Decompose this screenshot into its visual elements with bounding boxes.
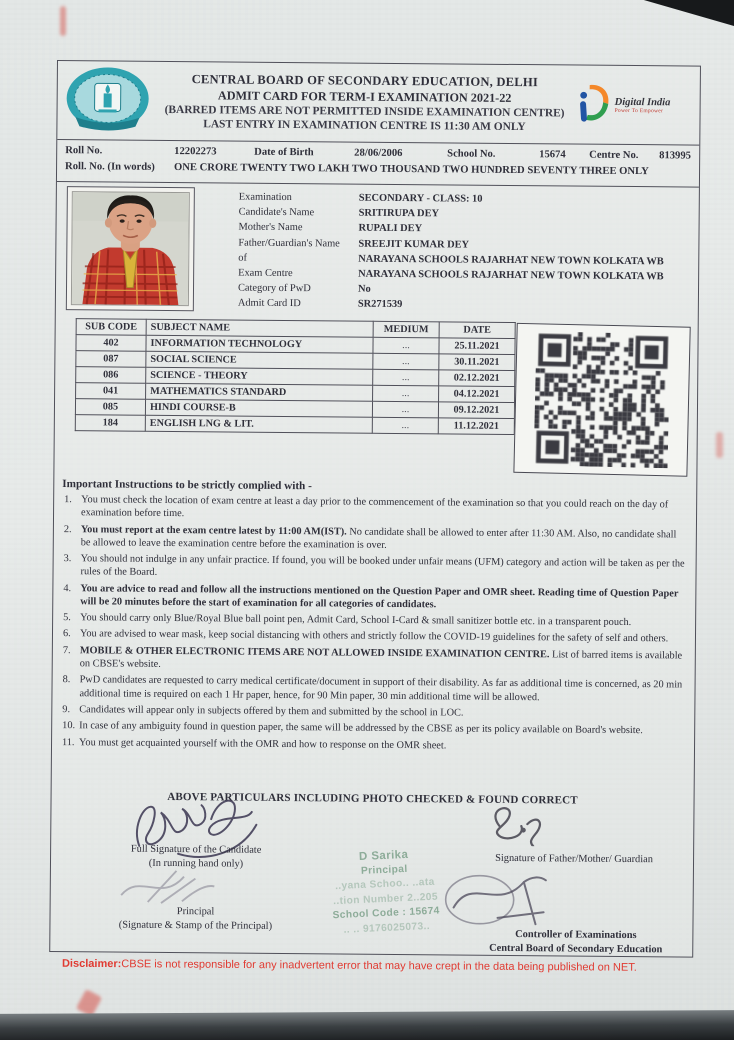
guardian-signature — [471, 800, 561, 847]
barred-items-line: (BARRED ITEMS ARE NOT PERMITTED INSIDE EXAMINATION CENTRE) — [164, 104, 565, 120]
subject-cell: SOCIAL SCIENCE — [146, 351, 373, 369]
stamp-line: School Code : 15674 — [332, 905, 440, 922]
instructions-section — [52, 474, 697, 796]
subjects-table — [75, 318, 516, 435]
instruction-item — [62, 523, 688, 555]
red-ink-smudge — [716, 432, 723, 458]
subject-cell: 02.12.2021 — [439, 370, 515, 387]
instructions-list — [60, 493, 688, 754]
red-ink-smudge — [60, 6, 66, 36]
subject-row — [75, 415, 514, 435]
qr-code-box — [513, 323, 690, 477]
subject-cell: ENGLISH LNG & LIT. — [145, 415, 372, 433]
instruction-item — [60, 703, 686, 722]
candidate-details — [238, 190, 693, 316]
field-label: of — [238, 252, 247, 264]
stamp-line: D Sarika — [358, 848, 409, 863]
instruction-item — [62, 493, 688, 525]
qr-code — [534, 331, 671, 468]
school-no-value: 15674 — [539, 149, 566, 161]
subject-cell: 041 — [76, 383, 146, 400]
instruction-text: PwD candidates are requested to carry medical certificate/document in support of their disability. As far as additional time is concerned, as 20 min additional time is required on each 1 Hr paper, hence, for 90 Min paper, 30 min additional time will be allowed. — [79, 674, 683, 703]
instruction-text: You must check the location of exam centre at least a day prior to the commencement of the examination so that you could reach on the day of examination before time. — [81, 494, 669, 520]
admit-card — [49, 60, 701, 958]
instruction-item — [61, 628, 687, 647]
subject-cell: ... — [373, 353, 439, 370]
instruction-number: 7. — [62, 644, 71, 656]
instruction-text: You are advised to wear mask, keep social distancing with others and strictly follow the COVID-19 guidelines for the safety of self and others. — [79, 628, 669, 645]
field-value: SECONDARY - CLASS: 10 — [358, 192, 483, 205]
instruction-text: You must report at the exam centre latest by 11:00 AM(IST). No candidate shall be allowed to enter after 11:30 AM. Also, no candidate shall be allowed to leave the examination centre before the examination is over. — [80, 523, 677, 551]
instruction-number: 1. — [64, 494, 72, 506]
roll-no-label: Roll No. — [65, 145, 103, 157]
field-value: SR271539 — [357, 299, 403, 311]
digital-india-mark-icon — [577, 80, 611, 130]
candidate-photo — [66, 186, 195, 311]
centre-no-label: Centre No. — [589, 149, 639, 162]
instruction-text: You should carry only Blue/Royal Blue ball point pen, Admit Card, School I-Card & small sanitizer bottle etc. in a transparent pouch. — [80, 612, 632, 629]
stamp-line: ..tion Number 2..205 — [332, 891, 439, 907]
board-name: CENTRAL BOARD OF SECONDARY EDUCATION, DELHI — [191, 72, 539, 90]
instruction-item — [60, 673, 686, 705]
column-header: MEDIUM — [373, 321, 439, 338]
subjects-section — [54, 316, 697, 480]
subject-cell: 184 — [75, 415, 145, 432]
subject-cell: 402 — [76, 335, 146, 352]
instructions-heading: Important Instructions to be strictly complied with - — [62, 478, 312, 493]
instruction-item — [60, 736, 686, 755]
dob-value: 28/06/2006 — [354, 147, 403, 160]
instruction-text: You should not indulge in any unfair practice. If found, you will be booked under unfair means (UFM) category and action will be taken as per the rules of the Board. — [80, 553, 685, 579]
instruction-item — [61, 582, 687, 614]
particulars-confirmation-line: ABOVE PARTICULARS INCLUDING PHOTO CHECKED & FOUND CORRECT — [167, 790, 578, 807]
instruction-number: 5. — [63, 612, 71, 624]
instruction-text: You must get acquainted yourself with the OMR and how to response on the OMR sheet. — [78, 736, 447, 752]
candidate-signature-caption: Full Signature of the Candidate — [130, 843, 262, 856]
instruction-number: 10. — [62, 720, 76, 732]
subject-cell: ... — [373, 369, 439, 386]
principal-signature — [113, 867, 223, 906]
subject-cell: ... — [373, 385, 439, 402]
candidate-signature-subcaption: (In running hand only) — [148, 857, 244, 870]
controller-stamp-signature — [427, 867, 558, 932]
guardian-signature-label: Signature of Father/Mother/ Guardian — [495, 852, 654, 866]
candidate-photo-image — [71, 191, 190, 306]
stamp-line: Principal — [360, 863, 408, 877]
instruction-text: In case of any ambiguity found in question paper, the same will be addressed by the CBSE as per its policy available on Board's website. — [79, 720, 643, 737]
column-header: SUBJECT NAME — [146, 319, 373, 337]
instruction-text: You are advice to read and follow all the instructions mentioned on the Question Paper and OMR sheet. Reading time of Question Paper will be 20 minutes before the start of examination for all categories of candidates. — [80, 582, 679, 611]
field-label: Examination — [238, 191, 292, 204]
disclaimer-label: Disclaimer: — [61, 957, 122, 971]
instruction-number: 9. — [62, 703, 71, 716]
instruction-text: MOBILE & OTHER ELECTRONIC ITEMS ARE NOT ALLOWED INSIDE EXAMINATION CENTRE. List of barred items is available on CBSE's website. — [79, 645, 683, 670]
digital-india-tagline: Power To Empower — [614, 107, 664, 114]
school-no-label: School No. — [447, 148, 496, 160]
field-label: Father/Guardian's Name — [238, 237, 340, 250]
column-header: SUB CODE — [76, 319, 146, 336]
field-label: Category of PwD — [237, 282, 311, 295]
instruction-item — [61, 644, 687, 676]
subject-cell: 085 — [75, 399, 145, 416]
dob-label: Date of Birth — [254, 146, 314, 159]
disclaimer-text: CBSE is not responsible for any inadvertent error that may have crept in the data being published on NET. — [121, 958, 637, 974]
subject-cell: 30.11.2021 — [439, 354, 515, 371]
roll-no-value: 12202273 — [174, 146, 217, 158]
candidate-section — [56, 182, 699, 322]
subject-cell: 09.12.2021 — [438, 402, 514, 419]
instruction-item — [61, 552, 687, 584]
subject-cell: 086 — [76, 367, 146, 384]
principal-signature-label — [80, 904, 310, 934]
last-entry-line: LAST ENTRY IN EXAMINATION CENTRE IS 11:30 AM ONLY — [203, 118, 526, 134]
controller-subcaption: Central Board of Secondary Education — [489, 942, 663, 956]
column-header: DATE — [439, 322, 515, 339]
disclaimer — [62, 958, 712, 975]
controller-caption: Controller of Examinations — [515, 929, 637, 942]
instruction-number: 11. — [61, 736, 75, 748]
subject-cell: 087 — [76, 351, 146, 368]
instruction-text: Candidates will appear only in subjects offered by them and submitted by the school in LOC. — [79, 704, 464, 719]
field-value: NARAYANA SCHOOLS RAJARHAT NEW TOWN KOLKATA WB — [358, 268, 664, 283]
stamp-line: ..yana Schoo.. ..ata — [334, 876, 435, 893]
field-label: Exam Centre — [238, 267, 293, 280]
principal-caption: Principal — [176, 906, 215, 918]
subject-cell: ... — [372, 401, 438, 418]
instruction-number: 4. — [63, 582, 72, 594]
subject-cell: SCIENCE - THEORY — [146, 367, 373, 385]
instruction-number: 2. — [63, 523, 72, 535]
subject-cell: INFORMATION TECHNOLOGY — [146, 335, 373, 353]
instruction-item — [61, 611, 687, 630]
field-value: SRITIRUPA DEY — [358, 207, 440, 220]
roll-words-value: ONE CRORE TWENTY TWO LAKH TWO THOUSAND TWO HUNDRED SEVENTY THREE ONLY — [174, 162, 649, 178]
field-label: Admit Card ID — [237, 298, 301, 310]
card-header — [57, 61, 700, 146]
digital-india-name: Digital India — [614, 96, 671, 108]
cbse-logo — [63, 65, 152, 136]
subject-cell: 25.11.2021 — [439, 338, 515, 355]
subject-cell: HINDI COURSE-B — [145, 399, 372, 417]
scan-corner-artifact — [624, 0, 734, 26]
digital-india-logo — [577, 80, 699, 131]
field-value: SREEJIT KUMAR DEY — [358, 238, 470, 251]
scan-bottom-edge — [0, 1010, 734, 1040]
card-title: ADMIT CARD FOR TERM-I EXAMINATION 2021-22 — [217, 88, 512, 105]
instruction-number: 3. — [63, 553, 72, 565]
stamp-line: .. .. 9176025073.. — [343, 920, 431, 936]
roll-words-label: Roll. No. (In words) — [65, 161, 155, 173]
instruction-number: 8. — [62, 674, 71, 686]
controller-label — [438, 927, 713, 957]
field-value: NARAYANA SCHOOLS RAJARHAT NEW TOWN KOLKATA WB — [358, 253, 664, 268]
header-title-block — [151, 70, 578, 135]
subject-cell: ... — [373, 337, 439, 354]
signatures-section — [50, 804, 693, 960]
field-value: RUPALI DEY — [358, 223, 423, 235]
principal-subcaption: (Signature & Stamp of the Principal) — [118, 919, 273, 932]
field-label: Candidate's Name — [238, 206, 315, 219]
roll-number-band — [57, 140, 699, 188]
centre-no-value: 813995 — [659, 150, 692, 162]
subject-cell: ... — [372, 417, 438, 434]
subject-cell: 11.12.2021 — [438, 418, 514, 435]
instruction-number: 6. — [62, 628, 71, 640]
subject-cell: MATHEMATICS STANDARD — [146, 383, 373, 401]
field-value: No — [357, 283, 371, 295]
subject-cell: 04.12.2021 — [439, 386, 515, 403]
field-label: Mother's Name — [238, 221, 303, 234]
candidate-field-row — [238, 296, 692, 315]
instruction-item — [60, 719, 686, 738]
